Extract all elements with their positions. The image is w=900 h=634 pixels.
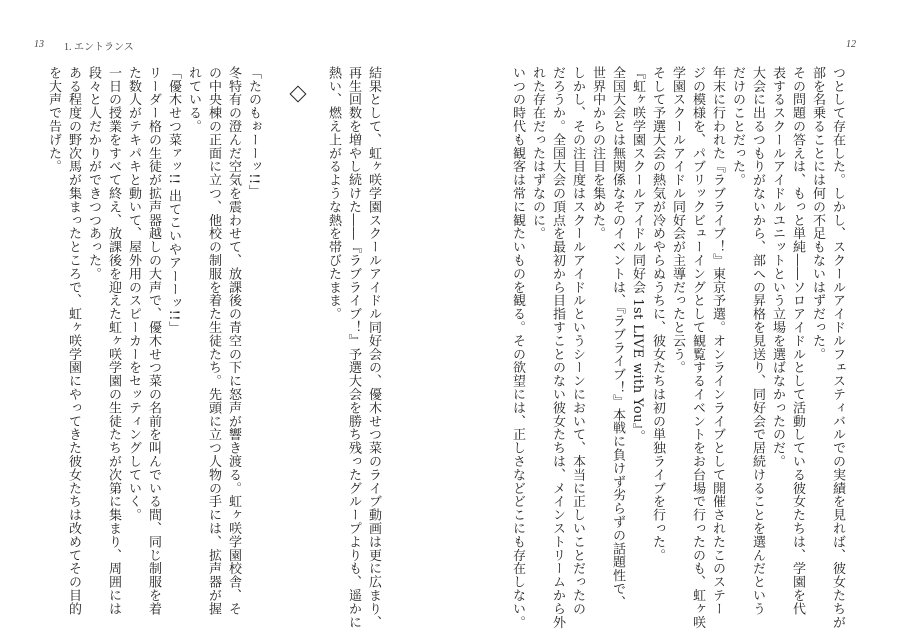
text-column: そして予選大会の熱気が冷めやらぬうちに、彼女たちは初の単独ライブを行った。 <box>650 66 665 562</box>
text-column: の中央棟の正面に立つ、他校の制服を着た生徒たち。先頭に立つ人物の手には、拡声器が握 <box>206 66 221 616</box>
text-column: た数人がテキパキと動いて、屋外用のスピーカーをセッティングしていく。 <box>126 66 141 522</box>
text-column: 「たのもぉーーッ!!」 <box>246 66 261 198</box>
text-column: 学園スクールアイドル同好会が主導だったと云う。 <box>670 66 685 375</box>
text-column: その問題の答えは、もっと単純――ソロアイドルとして活動している彼女たちは、学園を代 <box>790 66 805 616</box>
text-column: しかし、その注目度はスクールアイドルというシーンにおいて、本当に正しいことだったの <box>570 66 585 616</box>
text-column: 世界中からの注目を集めた。 <box>590 66 605 241</box>
text-column: 再生回数を増やし続けた――『ラブライブ！』予選大会を勝ち残ったグループよりも、遥かに <box>346 66 361 629</box>
text-column: ジの模様を、パブリックビューイングとして観覧するイベントをお台場で行ったのも、虹ヶ咲 <box>690 66 705 629</box>
text-column: 段々と人だかりができつつあった。 <box>86 66 101 281</box>
page-number-right: 12 <box>846 39 856 50</box>
text-column: れた存在だったはずなのに。 <box>530 66 545 241</box>
text-column: れている。 <box>186 66 201 133</box>
text-column: 『虹ヶ咲学園スクールアイドル同好会 1st LIVE with You』。 <box>630 66 645 444</box>
text-column: ある程度の野次馬が集まったところで、虹ヶ咲学園にやってきた彼女たちは改めてその目的 <box>66 66 81 616</box>
text-column: 年末に行われた『ラブライブ！』東京予選。オンラインライブとして開催されたこのステー <box>710 66 725 616</box>
text-column: いつの時代も観客は常に観たいものを観る。その欲望には、正しさなどどこにも存在しない。 <box>510 66 525 629</box>
text-column: リーダー格の生徒が拡声器越しの大声で、優木せつ菜の名前を叫んでいる間、同じ制服を着 <box>146 66 161 616</box>
text-column: だけのことだった。 <box>730 66 745 187</box>
text-column: だろうか。全国大会の頂点を最初から目指すことのない彼女たちは、メインストリームから外 <box>550 66 565 629</box>
text-column: 「優木せつ菜ァッ!! 出てこいやアーーッ!!」 <box>166 66 181 335</box>
text-column: 表するスクールアイドルユニットという立場を選ばなかったのだ。 <box>770 66 785 468</box>
text-column: 一日の授業をすべて終え、放課後を迎えた虹ヶ咲学園の生徒たちが次第に集まり、周囲には <box>106 66 121 616</box>
text-column: つとして存在した。しかし、スクールアイドルフェスティバルでの実績を見れば、彼女たちが <box>830 66 845 629</box>
page-number-left: 13 <box>34 39 44 50</box>
text-column: を大声で告げた。 <box>46 66 61 174</box>
text-column: 大会に出るつもりがないから、部への昇格を見送り、同好会で居続けることを選んだという <box>750 66 765 616</box>
text-column: 熱い、燃え上がるような熱を帯びたまま。 <box>326 66 341 321</box>
text-column: 全国大会とは無関係なそのイベントは、『ラブライブ！』本戦に負けず劣らずの話題性で、 <box>610 66 625 609</box>
text-column: 部を名乗ることには何の不足もないはずだった。 <box>810 66 825 361</box>
running-head: 1. エントランス <box>64 42 134 53</box>
text-column: 結果として、虹ヶ咲学園スクールアイドル同好会の、優木せつ菜のライブ動画は更に広まり、 <box>366 66 381 629</box>
section-break-diamond-icon <box>290 86 307 103</box>
text-column: 冬特有の澄んだ空気を震わせて、放課後の青空の下に怒声が響き渡る。虹ヶ咲学園校舎、そ <box>226 66 241 616</box>
